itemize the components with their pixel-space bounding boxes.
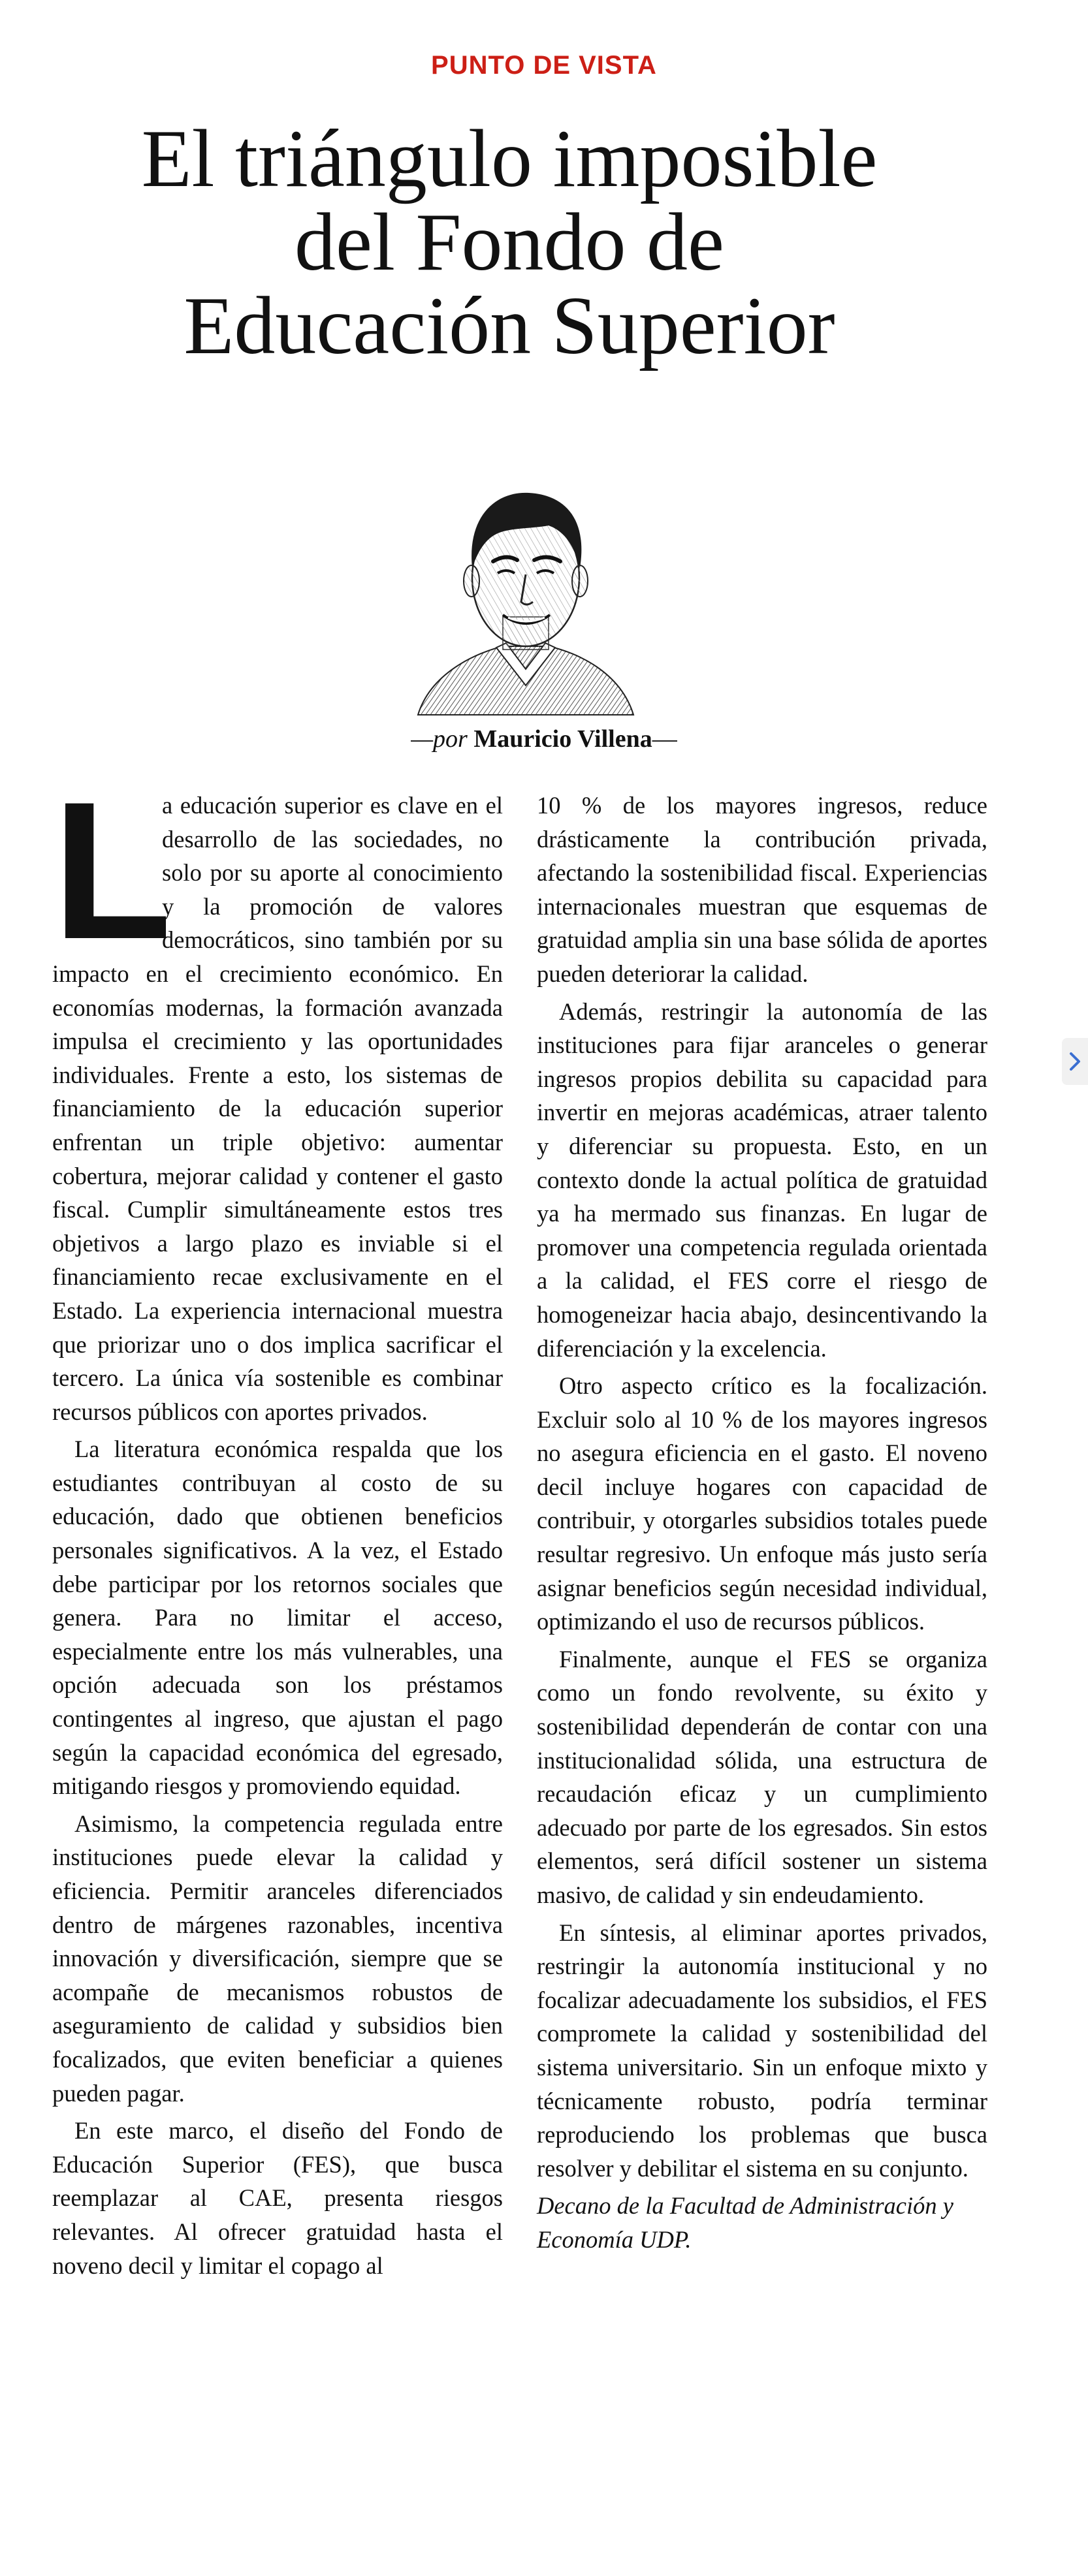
article-column-left: [52, 761, 503, 2286]
author-name: Mauricio Villena: [473, 725, 652, 753]
paragraph-7: Finalmente, aunque el FES se organiza como un fondo revolvente, su éxito y sostenibilidad dependerán de contar con una institucionalidad sólida, una estructura de recaudación eficaz y un cumplimiento adecuado por parte de los egresados. Sin estos elementos, será difícil sostener un sistema masivo, de calidad y sin endeudamiento.: [537, 1645, 987, 1908]
headline-line-3: Educación Superior: [184, 281, 835, 371]
headline: [26, 114, 993, 371]
paragraph-6: Otro aspecto crítico es la focalización. Excluir solo al 10 % de los mayores ingresos no asegura eficiencia en el gasto. El noveno decil incluye hogares con capacidad de contribuir, y otorgarles subsidios totales puede resultar regresivo. Un enfoque más justo sería asignar beneficios según necesidad individual, optimizando el uso de recursos públicos.: [537, 1372, 987, 1635]
paragraph-2: La literatura económica respalda que los estudiantes contribuyan al costo de su educación, dado que obtienen beneficios personales significativos. A la vez, el Estado debe participar por los retornos sociales que genera. Para no limitar el acceso, especialmente entre los más vulnerables, una opción adecuada son los préstamos contingentes al ingreso, que ajustan el pago según la capacidad económica del egresado, mitigando riesgos y promoviendo equidad.: [52, 1436, 503, 1800]
author-credit: Decano de la Facultad de Administración y Economía UDP.: [537, 2192, 953, 2253]
portrait-illustration: [405, 457, 647, 718]
first-paragraph-wrap: [52, 761, 503, 1428]
byline-suffix: —: [652, 725, 677, 753]
byline: [0, 725, 1088, 753]
chevron-right-icon[interactable]: [1062, 1038, 1088, 1085]
paragraph-8: En síntesis, al eliminar aportes privados, restringir la autonomía institucional y no focalizar adecuadamente los subsidios, el FES compromete la calidad y sostenibilidad del sistema universitario. Sin un enfoque mixto y técnicamente robusto, podría terminar reproduciendo los problemas que busca resolver y debilitar el sistema en su conjunto.: [537, 1919, 987, 2182]
author-portrait: [405, 457, 647, 718]
paragraph-4-continued: 10 % de los mayores ingresos, reduce drásticamente la contribución privada, afectando la sostenibilidad fiscal. Experiencias internacionales muestran que esquemas de gratuidad amplia sin una base sólida de aportes pueden deteriorar la calidad.: [537, 792, 987, 987]
paragraph-3: Asimismo, la competencia regulada entre instituciones puede elevar la calidad y eficiencia. Permitir aranceles diferenciados dentro de márgenes razonables, incentiva innovación y diversificación, siempre que se acompañe de mecanismos robustos de aseguramiento de calidad y subsidios bien focalizados, que eviten beneficiar a quienes pueden pagar.: [52, 1810, 503, 2107]
paragraph-4: En este marco, el diseño del Fondo de Educación Superior (FES), que busca reemplazar al CAE, presenta riesgos relevantes. Al ofrecer gratuidad hasta el noveno decil y limitar el copago al: [52, 2117, 503, 2279]
drop-cap-letter: L: [52, 761, 172, 980]
paragraph-1: a educación superior es clave en el desarrollo de las sociedades, no solo por su aporte al conocimiento y la promoción de valores democráticos, sino también por su impacto en el crecimiento económico. En economías modernas, la formación avanzada impulsa el crecimiento y las oportunidades individuales. Frente a esto, los sistemas de financiamiento de la educación superior enfrentan un triple objetivo: aumentar cobertura, mejorar calidad y contener el gasto fiscal. Cumplir simultáneamente estos tres objetivos a largo plazo es inviable si el financiamiento recae exclusivamente en el Estado. La experiencia internacional muestra que priorizar uno o dos implica sacrificar el tercero. La única vía sostenible es combinar recursos públicos con aportes privados.: [52, 792, 503, 1425]
drop-cap: [52, 761, 172, 980]
headline-line-1: El triángulo imposible: [141, 114, 878, 204]
article-column-right: [537, 789, 987, 2261]
section-kicker: PUNTO DE VISTA: [431, 51, 657, 80]
next-page-button[interactable]: [1062, 1038, 1088, 1085]
headline-line-2: del Fondo de: [295, 197, 724, 288]
paragraph-5: Además, restringir la autonomía de las instituciones para fijar aranceles o generar ingresos propios debilita su capacidad para invertir en mejoras académicas, atraer talento y diferenciar su propuesta. Esto, en un contexto donde la actual política de gratuidad ya ha mermado sus finanzas. En lugar de promover una competencia regulada orientada a la calidad, el FES corre el riesgo de homogeneizar hacia abajo, desincentivando la diferenciación y la excelencia.: [537, 997, 987, 1362]
byline-prefix: —por: [411, 725, 468, 753]
